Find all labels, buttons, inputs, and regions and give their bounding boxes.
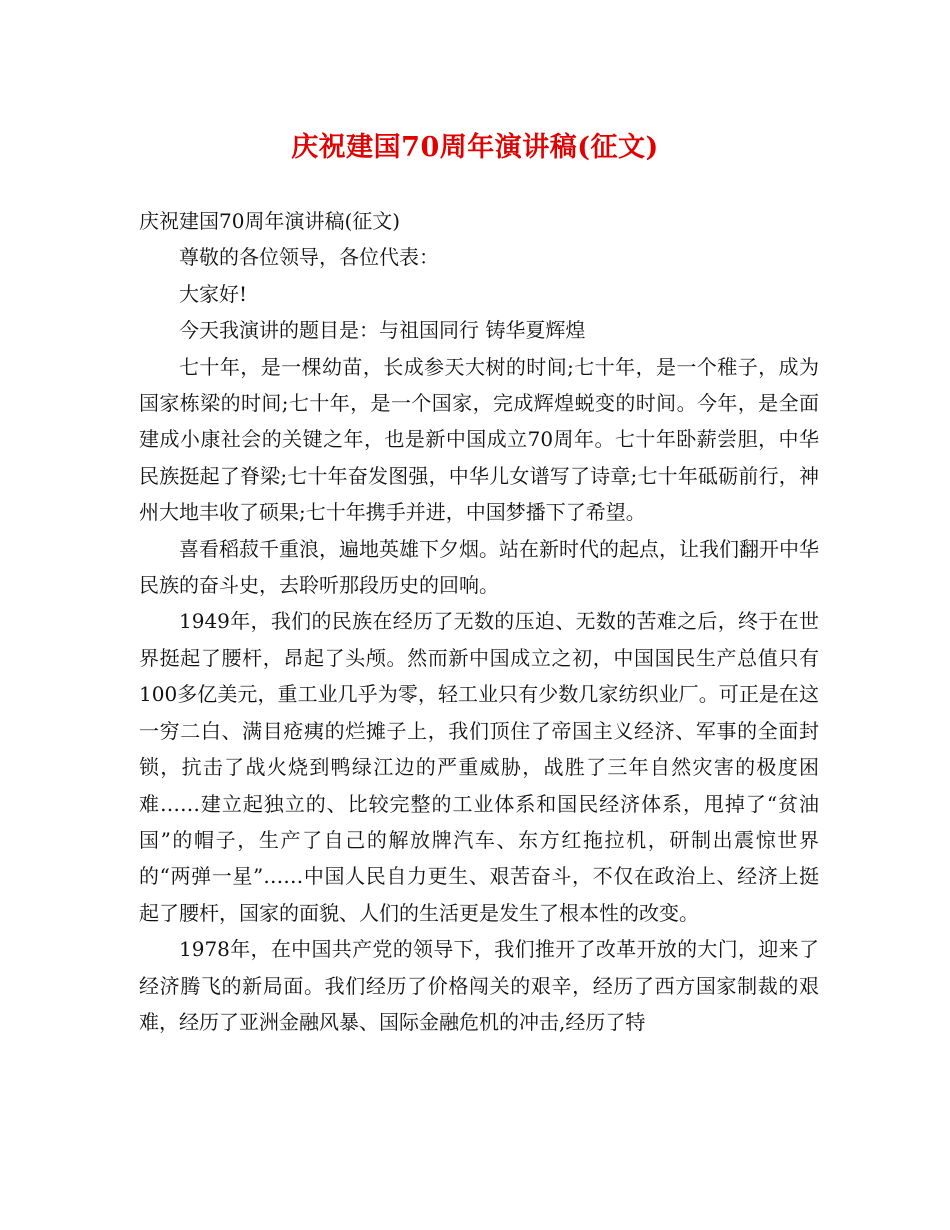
paragraph-topic: 今天我演讲的题目是：与祖国同行 铸华夏辉煌 <box>179 318 586 343</box>
paragraph-salutation: 尊敬的各位领导，各位代表： <box>179 245 439 270</box>
paragraph-1978: 1978年，在中国共产党的领导下，我们推开了改革开放的大门，迎来了经济腾飞的新局面。我们经历了价格闯关的艰辛，经历了西方国家制裁的艰难，经历了亚洲金融风暴、国际金融危机的冲击,经历了特 <box>139 937 819 1034</box>
paragraph-history-intro: 喜看稻菽千重浪，遍地英雄下夕烟。站在新时代的起点，让我们翻开中华民族的奋斗史，去聆听那段历史的回响。 <box>139 536 819 598</box>
document-title: 庆祝建国70周年演讲稿(征文) <box>291 132 659 163</box>
paragraph-seventy-years: 七十年，是一棵幼苗，长成参天大树的时间;七十年，是一个稚子，成为国家栋梁的时间;七十年，是一个国家，完成辉煌蜕变的时间。今年，是全面建成小康社会的关键之年，也是新中国成立70周年。七十年卧薪尝胆，中华民族挺起了脊梁;七十年奋发图强，中华儿女谱写了诗章;七十年砥砺前行，神州大地丰收了硕果;七十年携手并进，中国梦播下了希望。 <box>139 354 819 525</box>
document-body <box>139 203 819 1040</box>
paragraph-greeting: 大家好! <box>179 281 248 306</box>
paragraph-1949: 1949年，我们的民族在经历了无数的压迫、无数的苦难之后，终于在世界挺起了腰杆，昂起了头颅。然而新中国成立之初，中国国民生产总值只有100多亿美元，重工业几乎为零，轻工业只有少数几家纺织业厂。可正是在这一穷二白、满目疮痍的烂摊子上，我们顶住了帝国主义经济、军事的全面封锁，抗击了战火烧到鸭绿江边的严重威胁，战胜了三年自然灾害的极度困难……建立起独立的、比较完整的工业体系和国民经济体系，甩掉了“贫油国”的帽子，生产了自己的解放牌汽车、东方红拖拉机，研制出震惊世界的“两弹一星”……中国人民自力更生、艰苦奋斗，不仅在政治上、经济上挺起了腰杆，国家的面貌、人们的生活更是发生了根本性的改变。 <box>139 609 819 925</box>
paragraph-subtitle: 庆祝建国70周年演讲稿(征文) <box>139 209 401 233</box>
